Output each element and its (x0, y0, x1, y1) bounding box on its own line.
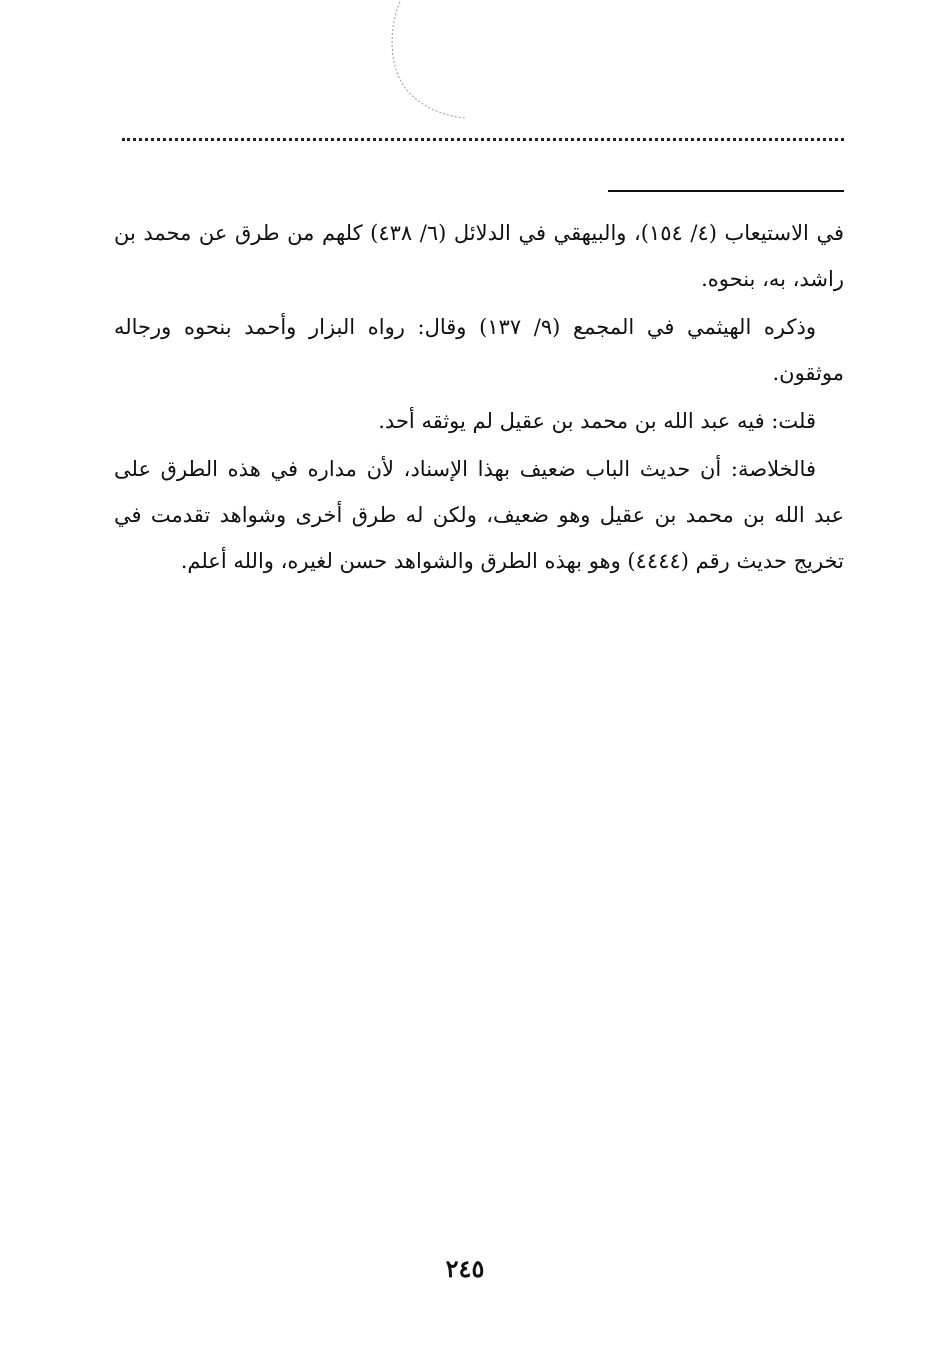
paragraph-istiab-citation: في الاستيعاب (٤/ ١٥٤)، والبيهقي في الدلائل (٦/ ٤٣٨) كلهم من طرق عن محمد بن راشد، به، بنحوه. (114, 221, 845, 291)
page-number: ٢٤٥ (445, 1254, 485, 1283)
footnote-text-body (114, 210, 844, 586)
paragraph-comment: قلت: فيه عبد الله بن محمد بن عقيل لم يوثقه أحد. (378, 409, 816, 433)
scan-artifact-curve (380, 0, 480, 130)
paragraph-haythami-citation: وذكره الهيثمي في المجمع (٩/ ١٣٧) وقال: رواه البزار وأحمد بنحوه ورجاله موثقون. (114, 315, 844, 385)
footnote-separator-line (608, 190, 844, 192)
paragraph-conclusion: فالخلاصة: أن حديث الباب ضعيف بهذا الإسناد، لأن مداره في هذه الطرق على عبد الله بن محمد بن عقيل وهو ضعيف، ولكن له طرق أخرى وشواهد تقدمت في تخريج حديث رقم (٤٤٤٤) وهو بهذه الطرق والشواهد حسن لغيره، والله أعلم. (114, 457, 844, 573)
section-dotted-separator (122, 138, 844, 141)
